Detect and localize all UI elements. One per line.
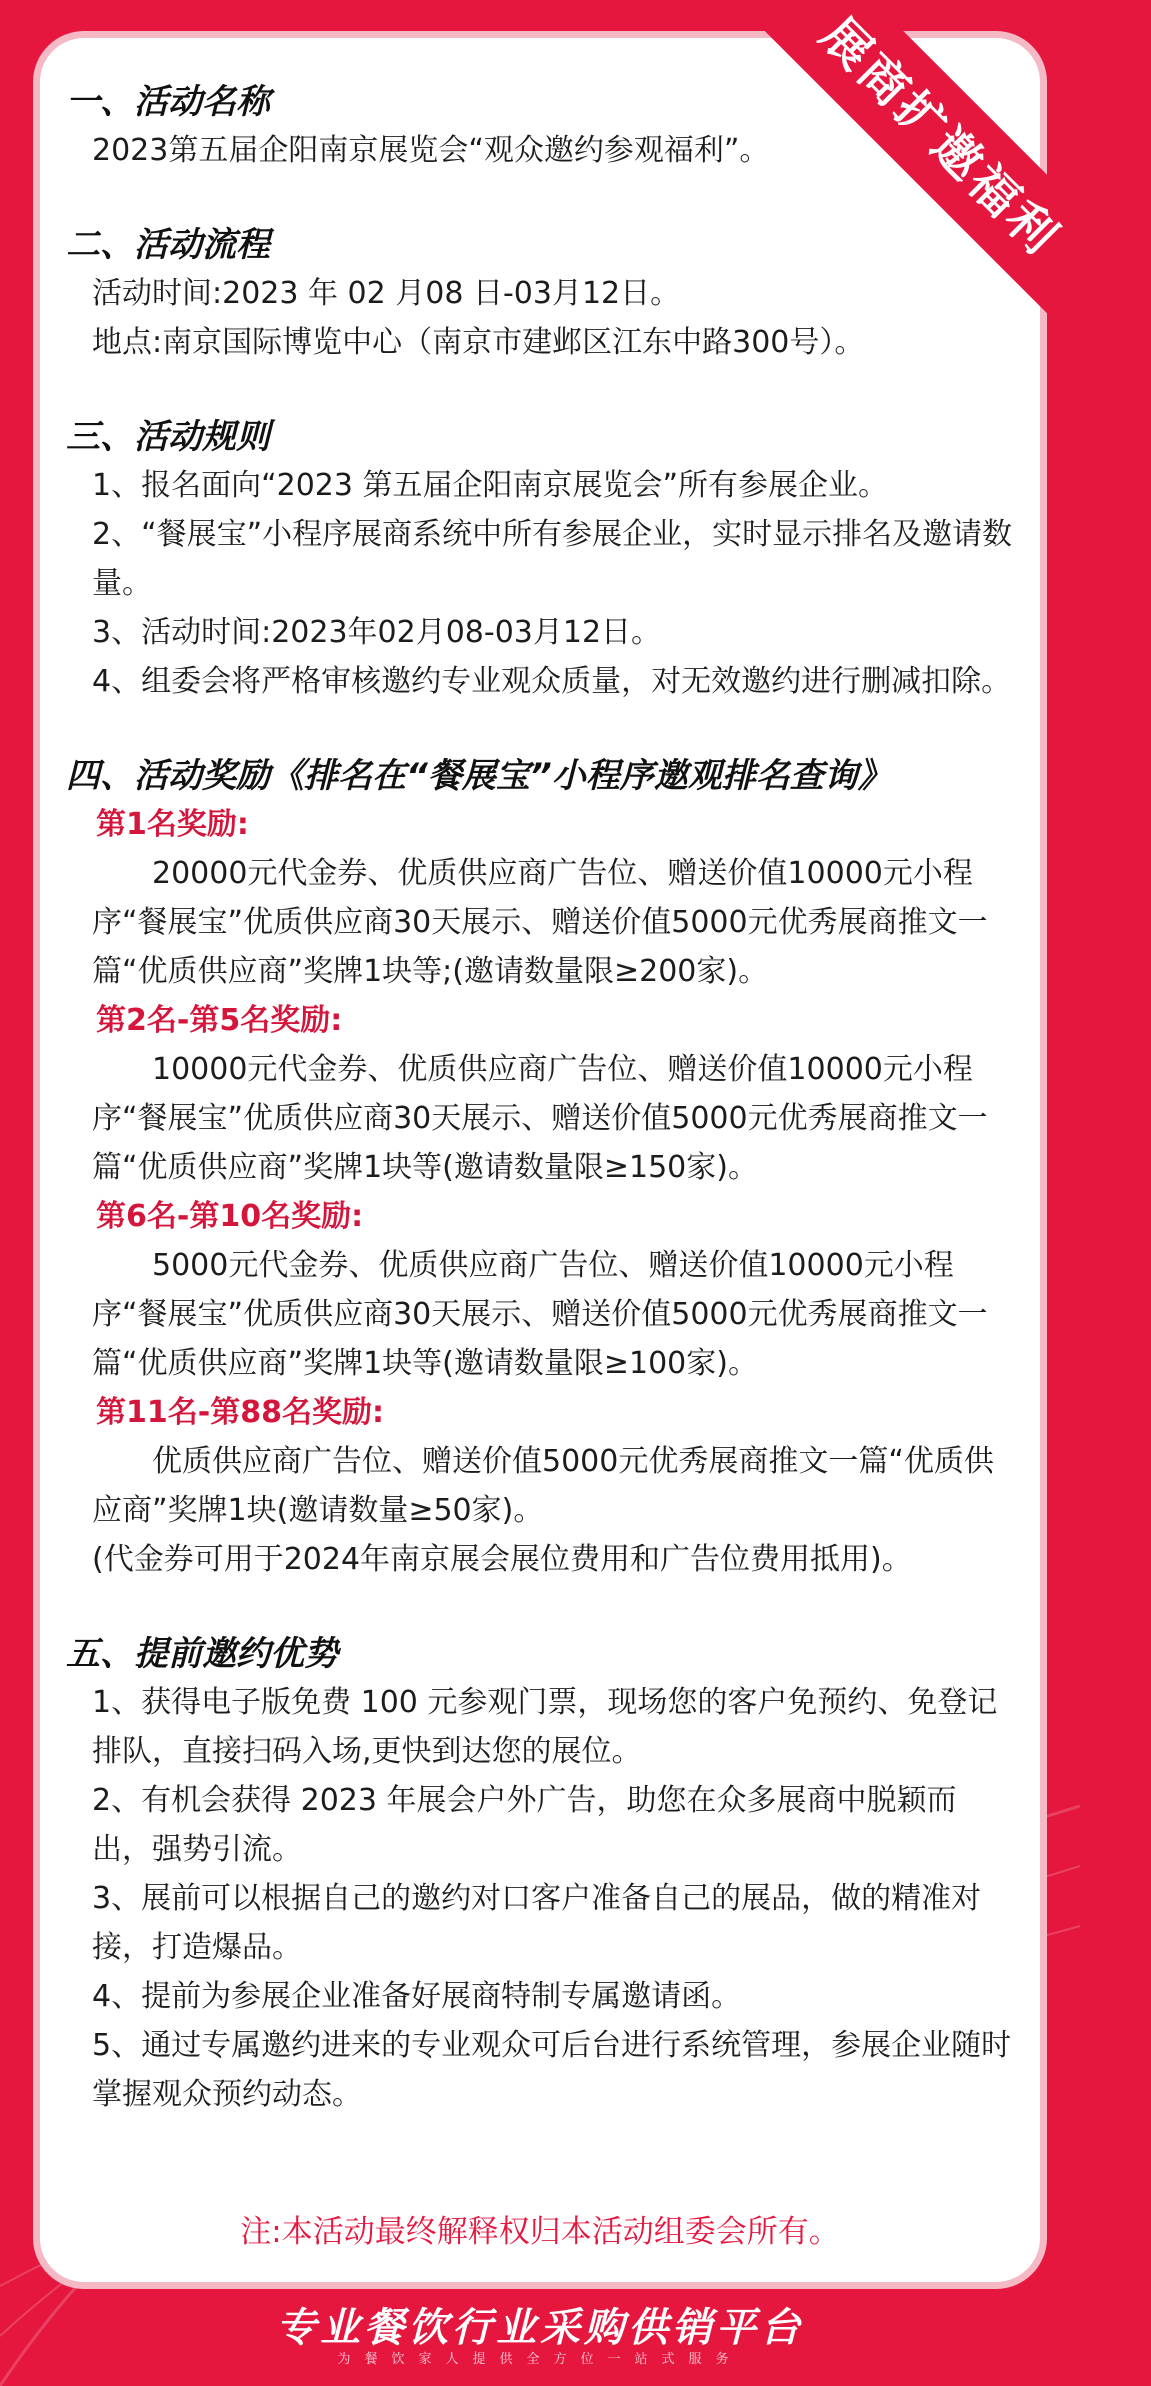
- list-item: 2、“餐展宝”小程序展商系统中所有参展企业，实时显示排名及邀请数量。: [92, 517, 1013, 601]
- section-activity-rewards: [66, 752, 1016, 1584]
- footer-subtitle: 为餐饮家人提供全方位一站式服务: [337, 2352, 743, 2367]
- list-item: 2、有机会获得 2023 年展会户外广告，助您在众多展商中脱颖而出，强势引流。: [92, 1783, 957, 1867]
- section-title: 一、活动名称: [66, 82, 270, 122]
- prize-label: 第1名奖励:: [96, 807, 249, 842]
- prize-text: 20000元代金券、优质供应商广告位、赠送价值10000元小程序“餐展宝”优质供应商30天展示、赠送价值5000元优秀展商推文一篇“优质供应商”奖牌1块等;(邀请数量限≥200家)。: [92, 856, 988, 989]
- section-advance-invitation: [66, 1630, 1016, 2119]
- section-title: 四、活动奖励《排名在“餐展宝”小程序邀观排名查询》: [66, 756, 892, 796]
- main-content: [66, 78, 1016, 2165]
- footer-slogan: 专业餐饮行业采购供销平台: [276, 2305, 804, 2351]
- voucher-note: (代金券可用于2024年南京展会展位费用和广告位费用抵用)。: [92, 1542, 912, 1577]
- list-item: 4、提前为参展企业准备好展商特制专属邀请函。: [92, 1979, 742, 2014]
- corner-ribbon: 展商扩邀福利: [729, 0, 1151, 348]
- prize-text: 优质供应商广告位、赠送价值5000元优秀展商推文一篇“优质供应商”奖牌1块(邀请数量≥50家)。: [92, 1444, 994, 1528]
- list-item: 5、通过专属邀约进来的专业观众可后台进行系统管理，参展企业随时掌握观众预约动态。: [92, 2028, 1012, 2112]
- section-activity-rules: [66, 413, 1016, 706]
- prize-label: 第2名-第5名奖励:: [96, 1003, 343, 1038]
- list-item: 3、活动时间:2023年02月08-03月12日。: [92, 615, 662, 650]
- list-item: 1、获得电子版免费 100 元参观门票，现场您的客户免预约、免登记排队，直接扫码入场,更快到达您的展位。: [92, 1685, 998, 1769]
- prize-text: 5000元代金券、优质供应商广告位、赠送价值10000元小程序“餐展宝”优质供应商30天展示、赠送价值5000元优秀展商推文一篇“优质供应商”奖牌1块等(邀请数量限≥100家)。: [92, 1248, 988, 1381]
- content-card: [40, 6, 1071, 2282]
- prize-label: 第11名-第88名奖励:: [96, 1395, 384, 1430]
- prize-label: 第6名-第10名奖励:: [96, 1199, 364, 1234]
- section-activity-process: [66, 221, 1016, 367]
- list-item: 活动时间:2023 年 02 月08 日-03月12日。: [92, 276, 681, 311]
- section-text: 2023第五届企阳南京展览会“观众邀约参观福利”。: [92, 133, 770, 168]
- list-item: 3、展前可以根据自己的邀约对口客户准备自己的展品，做的精准对接，打造爆品。: [92, 1881, 982, 1965]
- section-title: 二、活动流程: [66, 225, 270, 265]
- list-item: 地点:南京国际博览中心（南京市建邺区江东中路300号）。: [92, 325, 865, 360]
- section-title: 三、活动规则: [66, 417, 270, 457]
- prize-text: 10000元代金券、优质供应商广告位、赠送价值10000元小程序“餐展宝”优质供应商30天展示、赠送价值5000元优秀展商推文一篇“优质供应商”奖牌1块等(邀请数量限≥150家)。: [92, 1052, 988, 1185]
- section-activity-name: [66, 78, 1016, 175]
- list-item: 4、组委会将严格审核邀约专业观众质量，对无效邀约进行删减扣除。: [92, 664, 1012, 699]
- section-title: 五、提前邀约优势: [66, 1634, 338, 1674]
- final-notice: 注:本活动最终解释权归本活动组委会所有。: [240, 2214, 840, 2250]
- list-item: 1、报名面向“2023 第五届企阳南京展览会”所有参展企业。: [92, 468, 889, 503]
